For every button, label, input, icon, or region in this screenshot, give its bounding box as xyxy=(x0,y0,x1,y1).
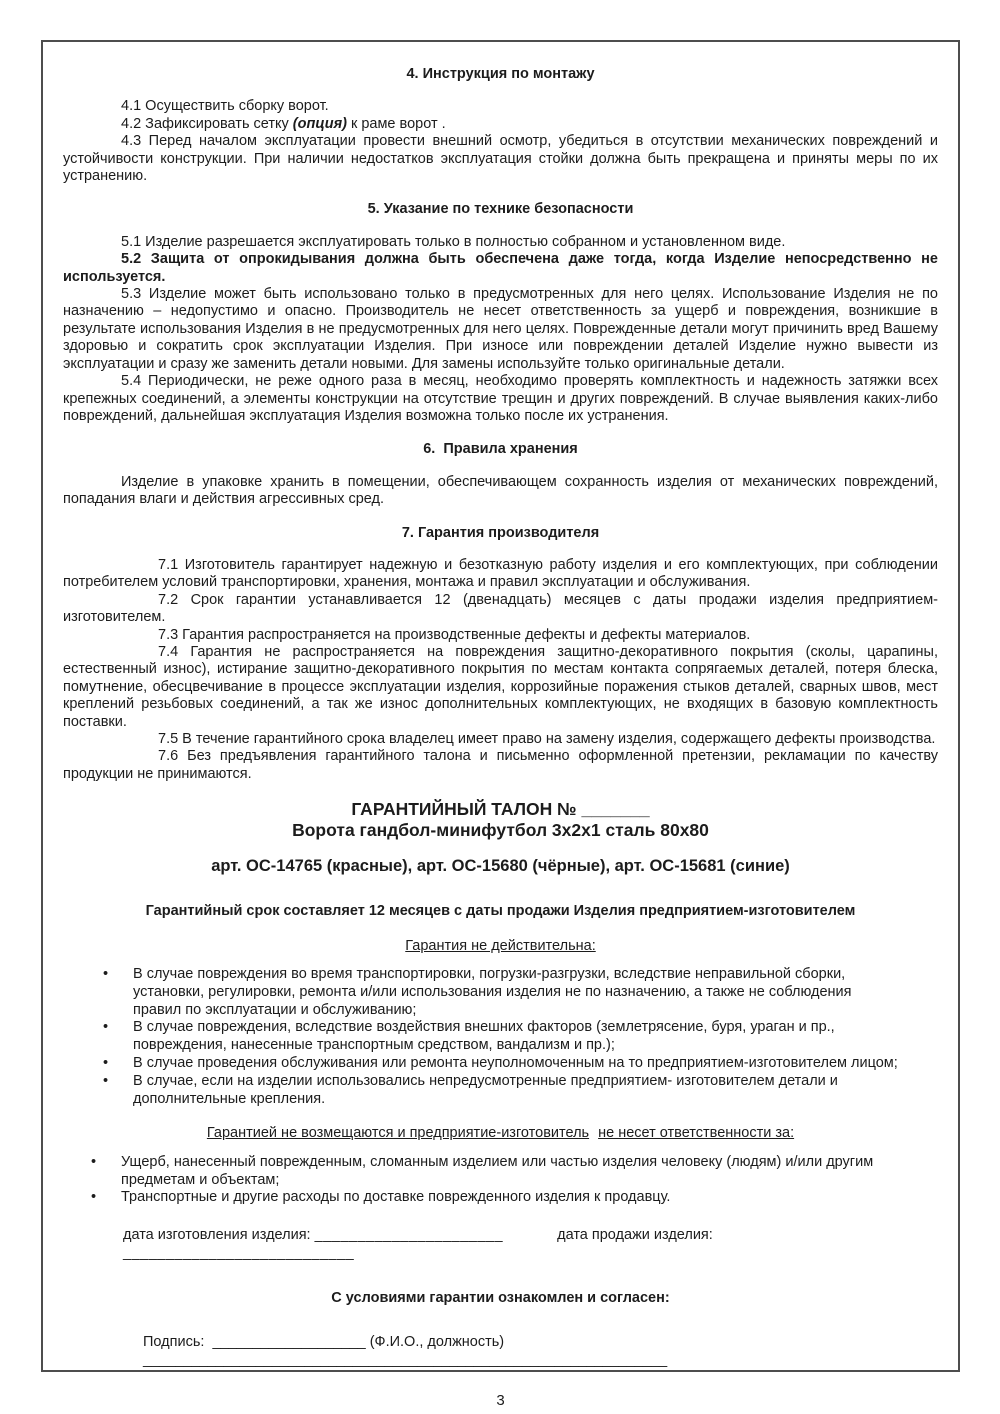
list-item: • Транспортные и другие расходы по доставке поврежденного изделия к продавцу. xyxy=(91,1189,900,1207)
para-7-5: 7.5 В течение гарантийного срока владелец имеет право на замену изделия, содержащего дефекты производства. xyxy=(158,731,936,747)
para-7-4: 7.4 Гарантия не распространяется на повреждения защитно-декоративного покрытия (сколы, царапины, естественный износ), истирание защитно-декоративного покрытия по местам контакта сопрягаемых деталей, потеря блеска, помутнение, обесцвечивание в процессе эксплуатации изделия, коррозийные поражения стыков деталей, сварных швов, мест креплений резьбовых соединений, а так же износ дополнительных комплектующих, не входящих в базовую комплектность поставки. xyxy=(63,643,938,730)
sale-date-field: ___________________________ xyxy=(123,1244,355,1261)
warranty-term: Гарантийный срок составляет 12 месяцев с даты продажи Изделия предприятием-изготовителем xyxy=(145,903,856,920)
sale-date-label: дата продажи изделия: xyxy=(557,1227,713,1244)
warranty-invalid-list xyxy=(103,966,900,1108)
warranty-card-title: ГАРАНТИЙНЫЙ ТАЛОН № _______ xyxy=(351,799,650,820)
manufacture-date-label: дата изготовления изделия: xyxy=(123,1227,311,1244)
para-4-2-option: (опция) xyxy=(292,115,347,132)
para-5-3: 5.3 Изделие может быть использовано только в предусмотренных для него целях. Использование Изделия не по назначению – недопустимо и опасно. Производитель не несет ответственность за ущерб и повреждения, возникшие в результате использования Изделия в не предусмотренных для него целях. Поврежденные детали могут причинить вред Вашему здоровью и сократить срок эксплуатации Изделия. При износе или повреждении деталей Изделие нужно вывести из эксплуатации и сразу же заменить детали новыми. Для замены используйте только оригинальные детали. xyxy=(63,286,938,372)
para-4-1: 4.1 Осуществить сборку ворот. xyxy=(121,98,329,115)
list-item: • В случае повреждения, вследствие воздействия внешних факторов (землетрясение, буря, ураган и пр., повреждения, нанесенные транспортным средством, вандализм и пр.); xyxy=(103,1019,900,1055)
signature-field: ___________________ xyxy=(212,1334,366,1351)
para-5-4: 5.4 Периодически, не реже одного раза в месяц, необходимо проверять комплектность и надежность затяжки всех крепежных соединений, а элементы конструкции на отсутствие трещин и других повреждений. В случае выявления каких-либо повреждений, дальнейшая эксплуатация Изделия возможна только после их устранения. xyxy=(63,373,938,424)
dates-row xyxy=(123,1227,938,1262)
warranty-card xyxy=(63,799,938,1409)
page-number: 3 xyxy=(496,1392,505,1410)
manufacture-date-field: ______________________ xyxy=(314,1227,504,1244)
section-5-title: 5. Указание по технике безопасности xyxy=(367,201,634,218)
section-6-title: 6. Правила хранения xyxy=(423,441,578,458)
fio-field: _________________________________________________________________ xyxy=(143,1351,668,1368)
para-7-6: 7.6 Без предъявления гарантийного талона и письменно оформленной претензии, рекламации по качеству продукции не принимаются. xyxy=(63,748,938,782)
not-covered-heading-part1: Гарантией не возмещаются и предприятие-изготовитель xyxy=(206,1125,590,1142)
para-4-2-post: к раме ворот . xyxy=(346,115,446,132)
para-5-2: 5.2 Защита от опрокидывания должна быть обеспечена даже тогда, когда Изделие непосредственно не используется. xyxy=(63,251,938,285)
list-item: • В случае, если на изделии использовались непредусмотренные предприятием- изготовителем детали и дополнительные крепления. xyxy=(103,1073,900,1109)
not-covered-heading-part2: не несет ответственности за: xyxy=(598,1125,795,1142)
fio-label: (Ф.И.О., должность) xyxy=(369,1334,505,1351)
signature-label: Подпись: xyxy=(143,1334,205,1351)
warranty-not-covered-list xyxy=(91,1154,900,1207)
para-4-2-pre: 4.2 Зафиксировать сетку xyxy=(121,115,293,132)
warranty-card-product: Ворота гандбол-минифутбол 3х2х1 сталь 80х80 xyxy=(292,820,709,841)
signature-row xyxy=(143,1334,938,1369)
warranty-invalid-heading xyxy=(63,938,938,955)
list-item: • В случае повреждения во время транспортировки, погрузки-разгрузки, вследствие неправильной сборки, установки, регулировки, ремонта и/или использования изделия не по назначению, а также не соблюдения правил по эксплуатации и обслуживанию; xyxy=(103,966,900,1019)
para-5-1: 5.1 Изделие разрешается эксплуатировать только в полностью собранном и установленном виде. xyxy=(121,233,786,250)
para-6-1: Изделие в упаковке хранить в помещении, обеспечивающем сохранность изделия от механических повреждений, попадания влаги и действия агрессивных сред. xyxy=(63,473,938,508)
warranty-not-covered-heading xyxy=(63,1125,938,1142)
warranty-invalid-heading-text: Гарантия не действительна: xyxy=(405,937,596,954)
para-7-2: 7.2 Срок гарантии устанавливается 12 (двенадцать) месяцев с даты продажи изделия предприятием-изготовителем. xyxy=(63,591,938,626)
list-item: • Ущерб, нанесенный поврежденным, сломанным изделием или частью изделия человеку (людям) и/или другим предметам и объектам; xyxy=(91,1154,900,1190)
para-7-1: 7.1 Изготовитель гарантирует надежную и безотказную работу изделия и его комплектующих, при соблюдении потребителем условий транспортировки, хранения, монтажа и правил эксплуатации и обслуживания. xyxy=(63,556,938,591)
section-4-title: 4. Инструкция по монтажу xyxy=(406,66,595,82)
document-page xyxy=(41,40,960,1410)
agreement-statement: С условиями гарантии ознакомлен и согласен: xyxy=(331,1290,670,1307)
warranty-card-articles: арт. ОС-14765 (красные), арт. ОС-15680 (чёрные), арт. ОС-15681 (синие) xyxy=(211,857,790,876)
list-item: • В случае проведения обслуживания или ремонта неуполномоченным на то предприятием-изготовителем лицом; xyxy=(103,1055,900,1073)
section-7-title: 7. Гарантия производителя xyxy=(401,524,600,541)
para-7-3: 7.3 Гарантия распространяется на производственные дефекты и дефекты материалов. xyxy=(158,626,751,643)
para-4-3: 4.3 Перед началом эксплуатации провести внешний осмотр, убедиться в отсутствии механических повреждений и устойчивости конструкции. При наличии недостатков эксплуатация стойки должна быть прекращена и приняты меры по их устранению. xyxy=(63,133,938,185)
para-4-2 xyxy=(63,116,938,133)
